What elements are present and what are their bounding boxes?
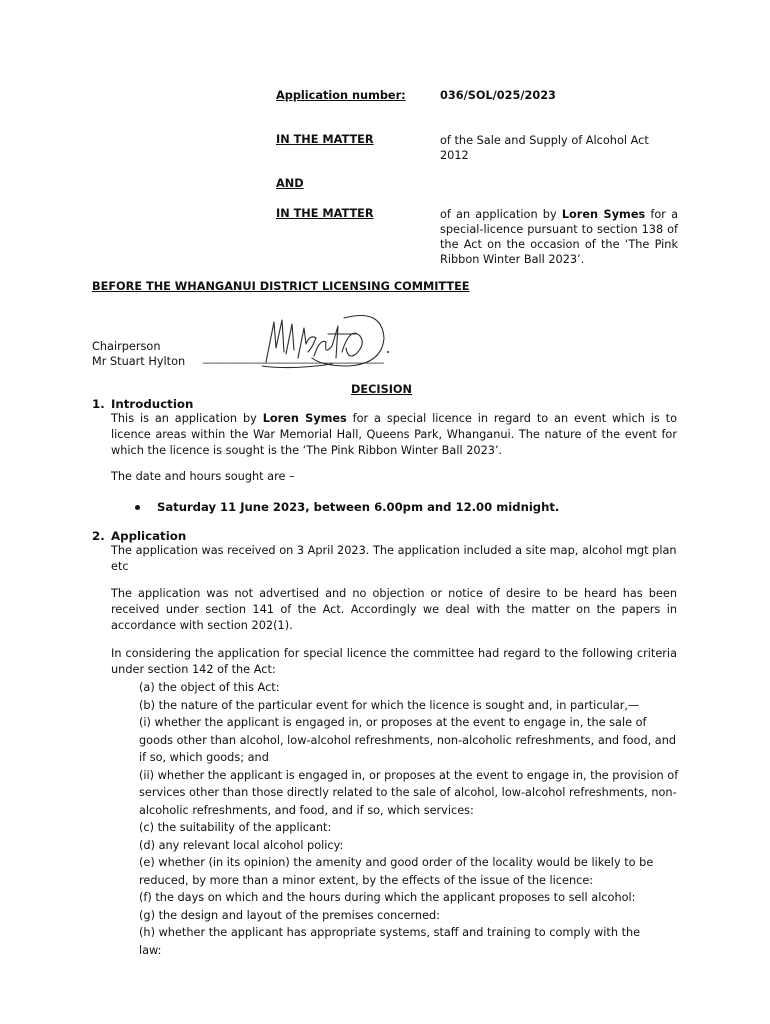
criterion-item: (h) whether the applicant has appropriate systems, staff and training to comply with the law: <box>139 926 641 957</box>
section-2-heading: 2. Application <box>92 529 187 543</box>
committee-heading: BEFORE THE WHANGANUI DISTRICT LICENSING COMMITTEE <box>92 280 470 293</box>
criterion-item: (a) the object of this Act: <box>139 681 280 694</box>
matter-1-text: of the Sale and Supply of Alcohol Act 2012 <box>440 134 649 162</box>
criterion-item: (g) the design and layout of the premises concerned: <box>139 908 441 922</box>
applicant-name: Loren Symes <box>561 208 646 221</box>
criterion-item: (ii) whether the applicant is engaged in, or proposes at the event to engage in, the provision of services other than those directly related to the sale of alcohol, low-alcohol refreshments, non-alcoholic refreshments, and food, and if so, which services: <box>139 768 679 817</box>
bullet-icon <box>135 505 140 510</box>
criterion-item: (i) whether the applicant is engaged in, or proposes at the event to engage in, the sale of goods other than alcohol, low-alcohol refreshments, non-alcoholic refreshments, and food, and if so, which goods; and <box>139 716 677 764</box>
signature-line: ________________________________ <box>203 351 384 364</box>
chair-role: Chairperson <box>92 340 161 353</box>
introduction-paragraph: This is an application by Loren Symes for a special licence in regard to an event which is to licence areas within the War Memorial Hall, Queens Park, Whanganui. The nature of the event for which the licence is sought is the ‘The Pink Ribbon Winter Ball 2023’. <box>111 412 678 457</box>
criterion-item: (f) the days on which and the hours during which the applicant proposes to sell alcohol: <box>139 891 636 904</box>
application-paragraph-2: The application was not advertised and no objection or notice of desire to be heard has been received under section 141 of the Act. Accordingly we deal with the matter on the papers in accordance with section 202(1). <box>111 587 677 632</box>
application-paragraph-1: The application was received on 3 April 2023. The application included a site map, alcohol mgt plan etc <box>111 544 677 573</box>
criterion-item: (d) any relevant local alcohol policy: <box>139 838 344 852</box>
chair-name: Mr Stuart Hylton <box>92 355 186 368</box>
matter-1-label: IN THE MATTER <box>276 133 374 146</box>
signature-image <box>252 308 392 372</box>
date-intro: The date and hours sought are – <box>111 470 295 483</box>
application-number-label: Application number: <box>276 89 406 102</box>
date-bullet: Saturday 11 June 2023, between 6.00pm and 12.00 midnight. <box>135 500 559 514</box>
criteria-list <box>139 679 679 959</box>
chairperson-block <box>92 339 185 369</box>
decision-title: DECISION <box>351 383 412 396</box>
and-label: AND <box>276 177 304 190</box>
criterion-item: (c) the suitability of the applicant: <box>139 821 332 834</box>
matter-2-text: of an application by Loren Symes for a special-licence pursuant to section 138 of the Act on the occasion of the ‘The Pink Ribbon Winter Ball 2023’. <box>440 208 679 266</box>
criterion-item: (b) the nature of the particular event for which the licence is sought and, in particular,— <box>139 698 640 712</box>
matter-2-label: IN THE MATTER <box>276 207 374 220</box>
criterion-item: (e) whether (in its opinion) the amenity and good order of the locality would be likely to be reduced, by more than a minor extent, by the effects of the issue of the licence: <box>139 856 654 887</box>
section-1-heading: 1. Introduction <box>92 397 194 411</box>
application-paragraph-3: In considering the application for special licence the committee had regard to the following criteria under section 142 of the Act: <box>111 647 677 676</box>
application-number-value: 036/SOL/025/2023 <box>440 89 556 102</box>
